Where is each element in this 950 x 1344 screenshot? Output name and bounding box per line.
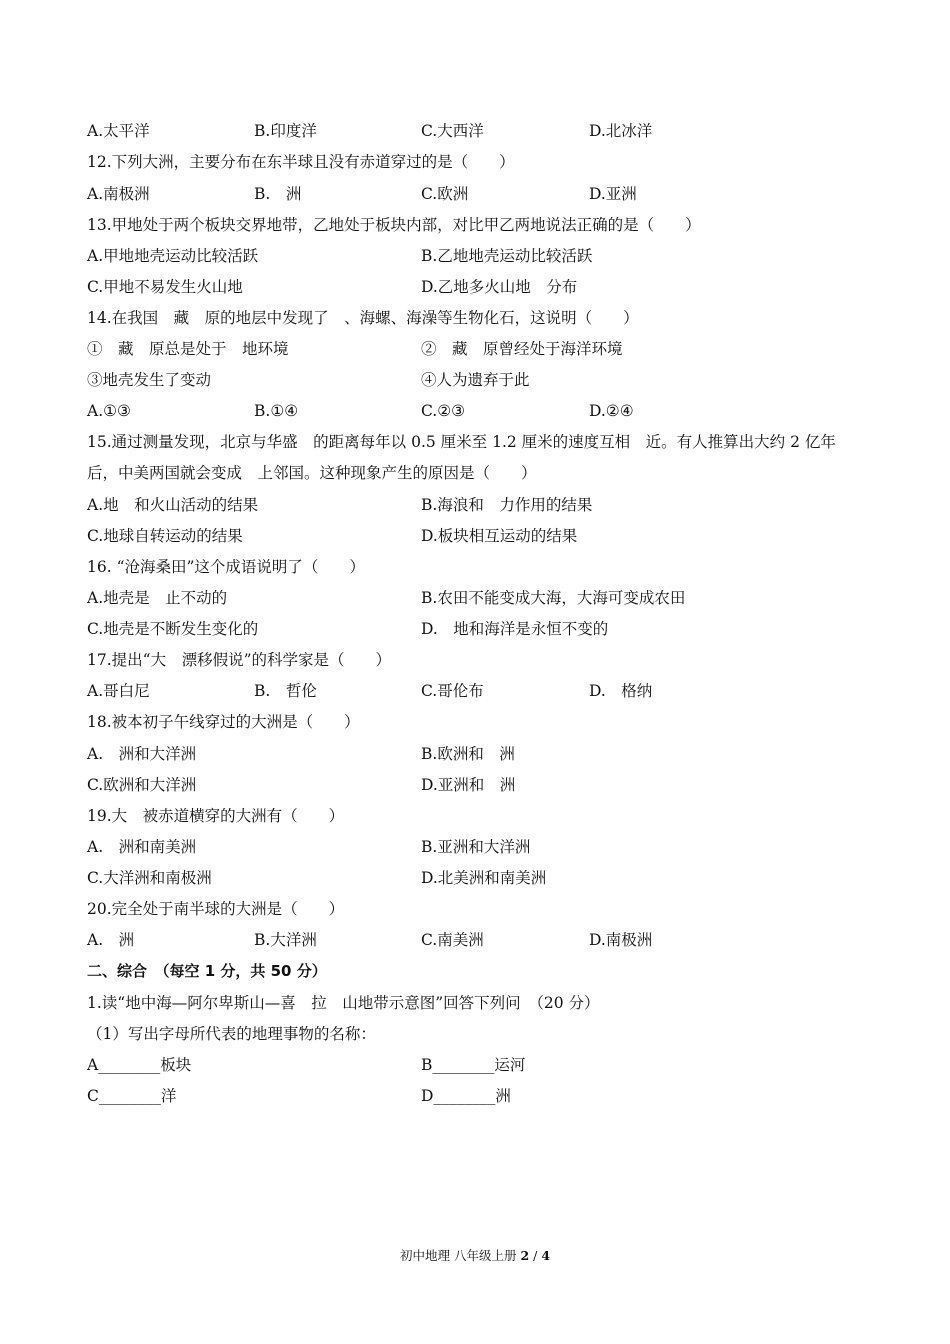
q19-option-b: B.亚洲和大洋洲 <box>421 838 531 856</box>
q16-options-row2 <box>87 619 867 639</box>
q14-statement-3: ③地壳发生了变动 <box>87 371 212 389</box>
q18-option-c: C.欧洲和大洋洲 <box>87 776 197 794</box>
q18-stem: 18.被本初子午线穿过的大洲是（ ） <box>87 713 360 731</box>
q16-option-c: C.地壳是不断发生变化的 <box>87 620 259 638</box>
q12-option-d: D.亚洲 <box>589 185 637 203</box>
q17-option-c: C.哥伦布 <box>421 682 484 700</box>
q13-option-c: C.甲地不易发生火山地 <box>87 278 243 296</box>
q18-option-b: B.欧洲和 洲 <box>421 745 515 763</box>
q15-stem-line2: 后，中美两国就会变成 上邻国。这种现象产生的原因是（ ） <box>87 464 537 482</box>
q20-option-c: C.南美洲 <box>421 931 484 949</box>
q17-stem: 17.提出“大 漂移假说”的科学家是（ ） <box>87 651 391 669</box>
footer-page-number: 2 <box>520 1248 530 1263</box>
q17-option-b: B. 哲伦 <box>254 682 317 700</box>
q18-option-d: D.亚洲和 洲 <box>421 776 516 794</box>
q13-options-row1 <box>87 246 867 266</box>
q14-statement-1: ① 藏 原总是处于 地环境 <box>87 340 289 358</box>
q14-option-c: C.②③ <box>421 402 466 420</box>
q19-option-c: C.大洋洲和南极洲 <box>87 869 212 887</box>
q16-options-row1 <box>87 588 867 608</box>
q18-option-a: A. 洲和大洋洲 <box>87 745 197 763</box>
q15-option-c: C.地球自转运动的结果 <box>87 527 243 545</box>
q19-options-row2 <box>87 868 867 888</box>
q14-option-a: A.①③ <box>87 402 131 420</box>
q20-stem: 20.完全处于南半球的大洲是（ ） <box>87 900 345 918</box>
section2-q1-sub1: （1）写出字母所代表的地理事物的名称： <box>87 1025 376 1043</box>
q16-option-a: A.地壳是 止不动的 <box>87 589 228 607</box>
q14-option-d: D.②④ <box>589 402 634 420</box>
q13-stem: 13.甲地处于两个板块交界地带，乙地处于板块内部，对比甲乙两地说法正确的是（ ） <box>87 216 701 234</box>
q14-statement-4: ④人为遗弃于此 <box>421 371 530 389</box>
q13-options-row2 <box>87 277 867 297</box>
q16-option-d: D. 地和海洋是永恒不变的 <box>421 620 609 638</box>
q17-options <box>87 681 867 701</box>
q16-option-b: B.农田不能变成大海，大海可变成农田 <box>421 589 686 607</box>
q17-option-a: A.哥白尼 <box>87 682 150 700</box>
q11-option-c: C.大西洋 <box>421 122 484 140</box>
q11-option-a: A.太平洋 <box>87 122 150 140</box>
q20-option-d: D.南极洲 <box>589 931 653 949</box>
q20-options <box>87 930 867 950</box>
q17-option-d: D. 格纳 <box>589 682 653 700</box>
section2-q1-stem: 1.读“地中海—阿尔卑斯山—喜 拉 山地带示意图”回答下列问 （20 分） <box>87 994 600 1012</box>
blank-d: D________洲 <box>421 1087 511 1105</box>
q18-options-row2 <box>87 775 867 795</box>
q19-option-d: D.北美洲和南美洲 <box>421 869 547 887</box>
footer-total-pages: 4 <box>541 1248 551 1263</box>
q12-option-a: A.南极洲 <box>87 185 150 203</box>
q11-option-d: D.北冰洋 <box>589 122 653 140</box>
q14-statements-row1 <box>87 339 867 359</box>
page-footer <box>0 1246 950 1264</box>
q12-option-b: B. 洲 <box>254 185 302 203</box>
q14-stem: 14.在我国 藏 原的地层中发现了 、海螺、海澡等生物化石，这说明（ ） <box>87 309 639 327</box>
q14-statements-row2 <box>87 370 867 390</box>
q12-option-c: C.欧洲 <box>421 185 469 203</box>
blanks-row1 <box>87 1055 867 1075</box>
q11-options <box>87 121 867 141</box>
q15-option-d: D.板块相互运动的结果 <box>421 527 578 545</box>
q13-option-b: B.乙地地壳运动比较活跃 <box>421 247 593 265</box>
blank-a: A________板块 <box>87 1056 192 1074</box>
q14-option-b: B.①④ <box>254 402 299 420</box>
q20-option-a: A. 洲 <box>87 931 135 949</box>
q12-stem: 12.下列大洲，主要分布在东半球且没有赤道穿过的是（ ） <box>87 153 515 171</box>
q11-option-b: B.印度洋 <box>254 122 317 140</box>
q13-option-a: A.甲地地壳运动比较活跃 <box>87 247 259 265</box>
q14-statement-2: ② 藏 原曾经处于海洋环境 <box>421 340 623 358</box>
q19-options-row1 <box>87 837 867 857</box>
q18-options-row1 <box>87 744 867 764</box>
q15-option-b: B.海浪和 力作用的结果 <box>421 496 593 514</box>
q15-options-row2 <box>87 526 867 546</box>
blanks-row2 <box>87 1086 867 1106</box>
q13-option-d: D.乙地多火山地 分布 <box>421 278 578 296</box>
footer-text: 初中地理 八年级上册 <box>399 1248 521 1263</box>
q16-stem: 16. “沧海桑田”这个成语说明了（ ） <box>87 558 365 576</box>
q15-option-a: A.地 和火山活动的结果 <box>87 496 259 514</box>
q19-option-a: A. 洲和南美洲 <box>87 838 197 856</box>
blank-c: C________洋 <box>87 1087 177 1105</box>
q14-options <box>87 401 867 421</box>
q15-stem-line1: 15.通过测量发现，北京与华盛 的距离每年以 0.5 厘米至 1.2 厘米的速度互相 近。有人推算出大约 2 亿年 <box>87 433 836 451</box>
q15-options-row1 <box>87 495 867 515</box>
footer-separator: / <box>529 1248 542 1263</box>
q19-stem: 19.大 被赤道横穿的大洲有（ ） <box>87 807 345 825</box>
blank-b: B________运河 <box>421 1056 526 1074</box>
q20-option-b: B.大洋洲 <box>254 931 317 949</box>
q12-options <box>87 184 867 204</box>
section2-title: 二、综合 （每空 1 分，共 50 分） <box>87 962 327 980</box>
